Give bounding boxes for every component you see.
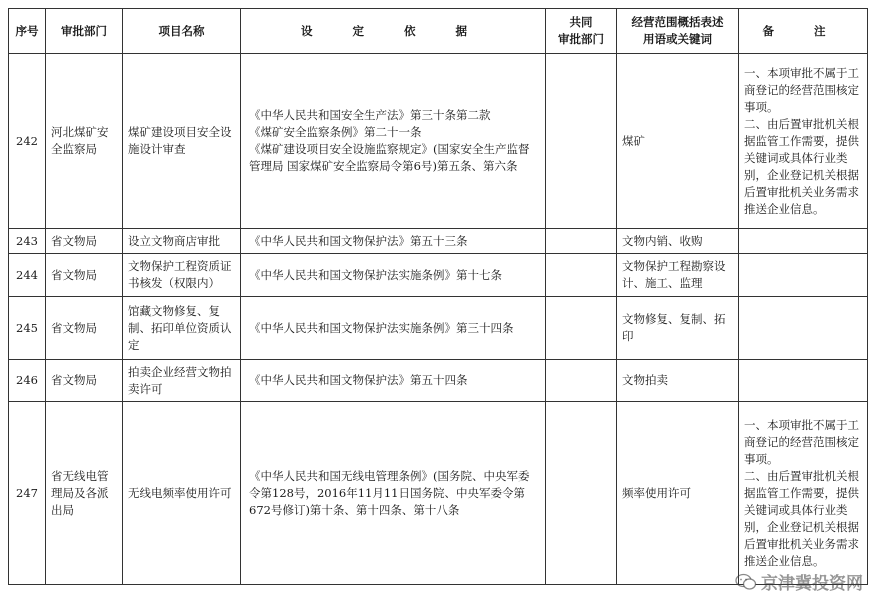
cell-index: 244 [9, 254, 46, 297]
wechat-icon [735, 573, 757, 591]
cell-project: 馆藏文物修复、复制、拓印单位资质认定 [123, 297, 241, 360]
table-row [9, 297, 868, 360]
watermark-text: 京津冀投资网 [761, 574, 863, 594]
cell-department: 省文物局 [46, 360, 123, 402]
cell-scope: 频率使用许可 [617, 402, 739, 585]
watermark [735, 569, 863, 594]
header-row [9, 9, 868, 54]
cell-index: 247 [9, 402, 46, 585]
cell-project: 设立文物商店审批 [123, 229, 241, 254]
cell-department: 省文物局 [46, 229, 123, 254]
cell-project: 文物保护工程资质证书核发（权限内） [123, 254, 241, 297]
cell-index: 245 [9, 297, 46, 360]
header-joint: 共同 审批部门 [546, 9, 617, 54]
cell-basis: 《中华人民共和国文物保护法》第五十四条 [241, 360, 546, 402]
cell-joint [546, 254, 617, 297]
cell-basis: 《中华人民共和国安全生产法》第三十条第二款 《煤矿安全监察条例》第二十一条 《煤矿建设项目安全设施监察规定》(国家安全生产监督管理局 国家煤矿安全监察局令第6号)第五条、第六条 [241, 54, 546, 229]
cell-department: 省文物局 [46, 297, 123, 360]
cell-scope: 文物拍卖 [617, 360, 739, 402]
cell-joint [546, 360, 617, 402]
cell-index: 243 [9, 229, 46, 254]
cell-department: 省文物局 [46, 254, 123, 297]
cell-index: 246 [9, 360, 46, 402]
cell-remarks: 一、本项审批不属于工商登记的经营范围核定事项。 二、由后置审批机关根据监管工作需要，提供关键词或具体行业类别，企业登记机关根据后置审批机关业务需求推送企业信息。 [739, 54, 868, 229]
cell-department: 省无线电管理局及各派出局 [46, 402, 123, 585]
cell-scope: 煤矿 [617, 54, 739, 229]
cell-department: 河北煤矿安全监察局 [46, 54, 123, 229]
header-scope: 经营范围概括表述 用语或关键词 [617, 9, 739, 54]
cell-joint [546, 297, 617, 360]
cell-remarks [739, 254, 868, 297]
cell-remarks: 一、本项审批不属于工商登记的经营范围核定事项。 二、由后置审批机关根据监管工作需要，提供关键词或具体行业类别，企业登记机关根据后置审批机关业务需求推送企业信息。 [739, 402, 868, 585]
header-project: 项目名称 [123, 9, 241, 54]
cell-joint [546, 402, 617, 585]
cell-remarks [739, 297, 868, 360]
cell-remarks [739, 229, 868, 254]
table-row [9, 402, 868, 585]
cell-project: 煤矿建设项目安全设施设计审查 [123, 54, 241, 229]
header-basis: 设 定 依 据 [241, 9, 546, 54]
header-remarks: 备 注 [739, 9, 868, 54]
cell-scope: 文物修复、复制、拓印 [617, 297, 739, 360]
table-row [9, 229, 868, 254]
cell-basis: 《中华人民共和国文物保护法》第五十三条 [241, 229, 546, 254]
approval-table [8, 8, 868, 585]
header-department: 审批部门 [46, 9, 123, 54]
table-row [9, 254, 868, 297]
cell-project: 拍卖企业经营文物拍卖许可 [123, 360, 241, 402]
cell-scope: 文物保护工程勘察设计、施工、监理 [617, 254, 739, 297]
table-row [9, 360, 868, 402]
cell-scope: 文物内销、收购 [617, 229, 739, 254]
cell-joint [546, 229, 617, 254]
cell-basis: 《中华人民共和国文物保护法实施条例》第三十四条 [241, 297, 546, 360]
header-index: 序号 [9, 9, 46, 54]
cell-project: 无线电频率使用许可 [123, 402, 241, 585]
cell-basis: 《中华人民共和国文物保护法实施条例》第十七条 [241, 254, 546, 297]
cell-basis: 《中华人民共和国无线电管理条例》(国务院、中央军委令第128号，2016年11月11日国务院、中央军委令第672号修订)第十条、第十四条、第十八条 [241, 402, 546, 585]
cell-index: 242 [9, 54, 46, 229]
table-row [9, 54, 868, 229]
cell-remarks [739, 360, 868, 402]
cell-joint [546, 54, 617, 229]
